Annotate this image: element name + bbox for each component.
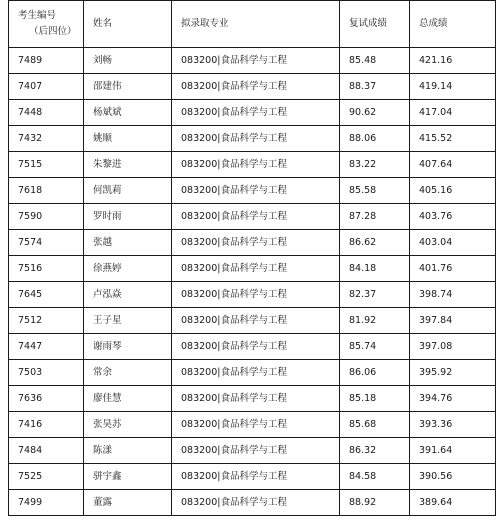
cell-candidate-id: 7636 — [9, 386, 84, 412]
cell-name: 王子星 — [84, 308, 172, 334]
cell-candidate-id: 7516 — [9, 256, 84, 282]
cell-major: 083200|食品科学与工程 — [172, 308, 340, 334]
table-row — [9, 126, 496, 152]
cell-retest-score: 84.58 — [340, 464, 410, 490]
cell-retest-score: 81.92 — [340, 308, 410, 334]
cell-candidate-id: 7416 — [9, 412, 84, 438]
cell-retest-score: 85.68 — [340, 412, 410, 438]
cell-major: 083200|食品科学与工程 — [172, 412, 340, 438]
cell-retest-score: 82.37 — [340, 282, 410, 308]
cell-total-score: 419.14 — [410, 74, 496, 100]
cell-name: 廖佳慧 — [84, 386, 172, 412]
admission-table-container — [8, 0, 495, 516]
cell-retest-score: 90.62 — [340, 100, 410, 126]
table-row — [9, 308, 496, 334]
cell-candidate-id: 7574 — [9, 230, 84, 256]
cell-total-score: 403.76 — [410, 204, 496, 230]
cell-retest-score: 86.62 — [340, 230, 410, 256]
cell-name: 陈漾 — [84, 438, 172, 464]
cell-total-score: 395.92 — [410, 360, 496, 386]
table-row — [9, 100, 496, 126]
cell-retest-score: 85.48 — [340, 48, 410, 74]
cell-major: 083200|食品科学与工程 — [172, 152, 340, 178]
cell-candidate-id: 7618 — [9, 178, 84, 204]
header-name: 姓名 — [84, 1, 172, 48]
cell-total-score: 415.52 — [410, 126, 496, 152]
cell-name: 谢雨琴 — [84, 334, 172, 360]
cell-major: 083200|食品科学与工程 — [172, 48, 340, 74]
cell-name: 卢泓焱 — [84, 282, 172, 308]
cell-retest-score: 88.37 — [340, 74, 410, 100]
cell-total-score: 403.04 — [410, 230, 496, 256]
cell-retest-score: 88.06 — [340, 126, 410, 152]
cell-candidate-id: 7503 — [9, 360, 84, 386]
cell-candidate-id: 7590 — [9, 204, 84, 230]
cell-major: 083200|食品科学与工程 — [172, 360, 340, 386]
cell-total-score: 394.76 — [410, 386, 496, 412]
table-row — [9, 74, 496, 100]
cell-name: 常余 — [84, 360, 172, 386]
cell-major: 083200|食品科学与工程 — [172, 464, 340, 490]
cell-major: 083200|食品科学与工程 — [172, 204, 340, 230]
cell-major: 083200|食品科学与工程 — [172, 256, 340, 282]
table-row — [9, 204, 496, 230]
header-candidate-id — [9, 1, 84, 48]
cell-name: 张昊苏 — [84, 412, 172, 438]
cell-major: 083200|食品科学与工程 — [172, 230, 340, 256]
table-row — [9, 178, 496, 204]
header-major: 拟录取专业 — [172, 1, 340, 48]
cell-name: 骈宇鑫 — [84, 464, 172, 490]
cell-total-score: 398.74 — [410, 282, 496, 308]
cell-total-score: 391.64 — [410, 438, 496, 464]
cell-total-score: 401.76 — [410, 256, 496, 282]
cell-major: 083200|食品科学与工程 — [172, 438, 340, 464]
cell-major: 083200|食品科学与工程 — [172, 386, 340, 412]
cell-retest-score: 84.18 — [340, 256, 410, 282]
table-row — [9, 48, 496, 74]
cell-name: 姚顺 — [84, 126, 172, 152]
cell-name: 朱黎进 — [84, 152, 172, 178]
cell-major: 083200|食品科学与工程 — [172, 178, 340, 204]
cell-retest-score: 86.06 — [340, 360, 410, 386]
header-candidate-id-line1: 考生编号 — [18, 10, 57, 21]
cell-candidate-id: 7448 — [9, 100, 84, 126]
cell-candidate-id: 7645 — [9, 282, 84, 308]
cell-name: 徐燕婷 — [84, 256, 172, 282]
cell-candidate-id: 7432 — [9, 126, 84, 152]
cell-total-score: 407.64 — [410, 152, 496, 178]
cell-total-score: 421.16 — [410, 48, 496, 74]
cell-major: 083200|食品科学与工程 — [172, 126, 340, 152]
cell-candidate-id: 7447 — [9, 334, 84, 360]
table-row — [9, 152, 496, 178]
cell-retest-score: 83.22 — [340, 152, 410, 178]
cell-candidate-id: 7484 — [9, 438, 84, 464]
cell-retest-score: 85.74 — [340, 334, 410, 360]
table-row — [9, 464, 496, 490]
cell-candidate-id: 7499 — [9, 490, 84, 516]
cell-name: 张越 — [84, 230, 172, 256]
cell-retest-score: 85.18 — [340, 386, 410, 412]
table-row — [9, 412, 496, 438]
table-row — [9, 360, 496, 386]
cell-name: 罗时雨 — [84, 204, 172, 230]
table-row — [9, 230, 496, 256]
table-body — [9, 48, 496, 516]
cell-candidate-id: 7525 — [9, 464, 84, 490]
table-row — [9, 256, 496, 282]
cell-major: 083200|食品科学与工程 — [172, 490, 340, 516]
cell-total-score: 417.04 — [410, 100, 496, 126]
cell-candidate-id: 7407 — [9, 74, 84, 100]
cell-major: 083200|食品科学与工程 — [172, 100, 340, 126]
cell-major: 083200|食品科学与工程 — [172, 282, 340, 308]
cell-retest-score: 85.58 — [340, 178, 410, 204]
header-retest-score: 复试成绩 — [340, 1, 410, 48]
cell-retest-score: 86.32 — [340, 438, 410, 464]
cell-major: 083200|食品科学与工程 — [172, 334, 340, 360]
admission-list-table — [8, 0, 496, 516]
cell-total-score: 397.08 — [410, 334, 496, 360]
cell-name: 刘畅 — [84, 48, 172, 74]
cell-candidate-id: 7489 — [9, 48, 84, 74]
cell-name: 邵建伟 — [84, 74, 172, 100]
table-header — [9, 1, 496, 48]
cell-candidate-id: 7515 — [9, 152, 84, 178]
cell-major: 083200|食品科学与工程 — [172, 74, 340, 100]
table-row — [9, 386, 496, 412]
cell-total-score: 397.84 — [410, 308, 496, 334]
cell-candidate-id: 7512 — [9, 308, 84, 334]
cell-name: 何凯莉 — [84, 178, 172, 204]
table-row — [9, 438, 496, 464]
header-candidate-id-line2: （后四位） — [29, 26, 77, 37]
table-row — [9, 282, 496, 308]
cell-retest-score: 87.28 — [340, 204, 410, 230]
cell-total-score: 390.56 — [410, 464, 496, 490]
cell-total-score: 389.64 — [410, 490, 496, 516]
cell-total-score: 393.36 — [410, 412, 496, 438]
header-total-score: 总成绩 — [410, 1, 496, 48]
table-row — [9, 490, 496, 516]
cell-retest-score: 88.92 — [340, 490, 410, 516]
cell-total-score: 405.16 — [410, 178, 496, 204]
cell-name: 董露 — [84, 490, 172, 516]
cell-name: 杨斌斌 — [84, 100, 172, 126]
header-row — [9, 1, 496, 48]
table-row — [9, 334, 496, 360]
